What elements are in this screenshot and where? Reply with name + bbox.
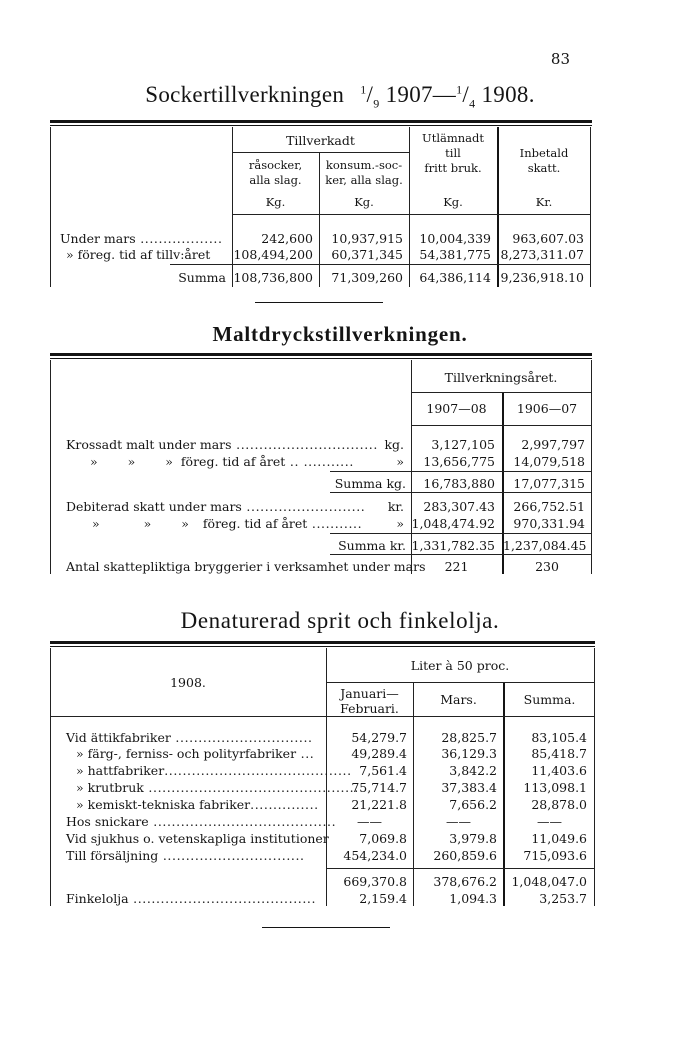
spirit-row-2-c: 85,418.7 bbox=[531, 746, 587, 761]
sugar-col-cons bbox=[319, 158, 409, 188]
malt-col-group: Tillverkningsåret. bbox=[444, 370, 558, 385]
sugar-vline bbox=[590, 127, 591, 287]
leader-dots: ............................... bbox=[158, 848, 305, 863]
malt-col-a: 1907—08 bbox=[426, 401, 487, 416]
spirit-row-label bbox=[76, 763, 352, 778]
sugar-row-2-raw: 108,494,200 bbox=[233, 247, 313, 262]
sugar-row-1-tax: 963,607.03 bbox=[512, 231, 584, 246]
leader-dots: .......................... bbox=[241, 499, 366, 514]
malt-sum-kg-b: 17,077,315 bbox=[513, 476, 585, 491]
sugar-period-2-num: 1 bbox=[456, 82, 463, 97]
spirit-row-7-a: 7,069.8 bbox=[359, 831, 407, 846]
sugar-title-text: Sockertillverkningen bbox=[145, 82, 345, 107]
malt-vline bbox=[50, 360, 51, 574]
ditto-mark: » bbox=[396, 516, 404, 531]
malt-row-5-label: Antal skattepliktiga bryggerier i verksamhet under mars bbox=[66, 559, 426, 574]
malt-row-1-a: 3,127,105 bbox=[431, 437, 495, 452]
sugar-col-issued bbox=[409, 131, 497, 176]
sugar-col-group: Tillverkadt bbox=[286, 133, 355, 148]
spirit-row-7-c: 11,049.6 bbox=[531, 831, 587, 846]
sugar-col-raw-1: råsocker, bbox=[248, 158, 303, 172]
spirit-row-4-label: krutbruk bbox=[87, 780, 144, 795]
malt-vline bbox=[591, 360, 592, 574]
spirit-row-1-label: Vid ättikfabriker bbox=[66, 730, 171, 745]
malt-row-3 bbox=[66, 499, 406, 514]
malt-sum-kg-a: 16,783,880 bbox=[423, 476, 495, 491]
malt-row-3-a: 283,307.43 bbox=[423, 499, 495, 514]
sugar-period-2-den: 4 bbox=[469, 96, 476, 111]
spirit-row-label bbox=[66, 730, 313, 745]
spirit-title: Denaturerad sprit och finkelolja. bbox=[180, 608, 500, 633]
spirit-row-5-c: 28,878.0 bbox=[531, 797, 587, 812]
ditto-mark: » bbox=[165, 454, 173, 469]
spirit-col-c: Summa. bbox=[523, 692, 576, 707]
leader-dots: .............................................. bbox=[143, 780, 359, 795]
malt-row-1-b: 2,997,797 bbox=[521, 437, 585, 452]
spirit-total-b: 378,676.2 bbox=[433, 874, 497, 889]
ditto-mark: » bbox=[181, 516, 189, 531]
sugar-col-raw-2: alla slag. bbox=[249, 173, 302, 187]
spirit-finkel-c: 3,253.7 bbox=[539, 891, 587, 906]
ditto-mark: » bbox=[76, 797, 88, 812]
spirit-row-6-label: Hos snickare bbox=[66, 814, 149, 829]
page-number: 83 bbox=[550, 50, 570, 68]
sugar-col-tax-2: skatt. bbox=[527, 161, 561, 175]
malt-row-1 bbox=[66, 437, 406, 452]
sugar-top-rule bbox=[50, 120, 592, 123]
spirit-row-5-a: 21,221.8 bbox=[351, 797, 407, 812]
sugar-period-1-num: 1 bbox=[360, 82, 367, 97]
section-divider bbox=[262, 927, 390, 928]
malt-row-2 bbox=[90, 454, 406, 469]
sugar-row-2-label: föreg. tid af tillv:året bbox=[77, 247, 211, 262]
ditto-mark: » bbox=[127, 454, 136, 469]
spirit-row-8-c: 715,093.6 bbox=[523, 848, 587, 863]
spirit-row-label bbox=[66, 814, 336, 829]
sugar-total-issued: 64,386,114 bbox=[419, 270, 491, 285]
sugar-total-tax: 9,236,918.10 bbox=[500, 270, 584, 285]
spirit-vline bbox=[594, 648, 595, 906]
spirit-finkel-row bbox=[66, 891, 316, 906]
malt-row-4-a: 1,048,474.92 bbox=[411, 516, 495, 531]
malt-sum-kr-b: 1,237,084.45 bbox=[503, 538, 587, 553]
sugar-unit-issued: Kg. bbox=[443, 195, 463, 209]
spirit-row-label bbox=[76, 780, 359, 795]
leader-dots: ......................................... bbox=[164, 763, 352, 778]
malt-title: Maltdryckstillverkningen. bbox=[212, 322, 468, 346]
malt-sum-rule bbox=[330, 554, 591, 555]
sugar-title: Sockertillverkningen $^1/_9$ $1907—^1/_4$ 1908. bbox=[145, 82, 535, 111]
spirit-col-b: Mars. bbox=[440, 692, 477, 707]
spirit-row-2-a: 49,289.4 bbox=[351, 746, 407, 761]
spirit-row-3-c: 11,403.6 bbox=[531, 763, 587, 778]
spirit-row-label bbox=[76, 797, 319, 812]
sugar-row-1-raw: 242,600 bbox=[261, 231, 313, 246]
ditto-mark: » bbox=[396, 454, 404, 469]
spirit-col-group: Liter à 50 proc. bbox=[410, 658, 510, 673]
spirit-header-rule bbox=[326, 682, 594, 683]
spirit-row-3-a: 7,561.4 bbox=[359, 763, 407, 778]
spirit-row-6-c: —— bbox=[537, 814, 562, 829]
malt-sum-kr-a: 1,331,782.35 bbox=[411, 538, 495, 553]
ditto-mark: » bbox=[143, 516, 152, 531]
sugar-unit-cons: Kg. bbox=[354, 195, 374, 209]
spirit-row-1-c: 83,105.4 bbox=[531, 730, 587, 745]
spirit-header-rule bbox=[50, 716, 594, 717]
spirit-row-label bbox=[66, 848, 305, 863]
spirit-row-3-b: 3,842.2 bbox=[449, 763, 497, 778]
malt-row-4 bbox=[92, 516, 406, 531]
sugar-total-rule bbox=[170, 264, 232, 265]
spirit-row-8-label: Till försäljning bbox=[66, 848, 159, 863]
sugar-total-raw: 108,736,800 bbox=[233, 270, 313, 285]
sugar-row-2-cons: 60,371,345 bbox=[331, 247, 403, 262]
sugar-vline bbox=[50, 127, 51, 287]
ditto-mark: » bbox=[76, 763, 88, 778]
spirit-top-rule bbox=[50, 641, 595, 644]
ditto-mark: » bbox=[92, 516, 100, 531]
malt-sum-rule bbox=[330, 492, 591, 493]
spirit-row-6-a: —— bbox=[357, 814, 382, 829]
ditto-mark: » bbox=[76, 746, 88, 761]
spirit-year: 1908. bbox=[170, 675, 206, 690]
spirit-row-8-a: 454,234.0 bbox=[343, 848, 407, 863]
leader-dots: ........................................ bbox=[128, 891, 317, 906]
sugar-col-cons-2: ker, alla slag. bbox=[325, 173, 403, 187]
malt-row-4-b: 970,331.94 bbox=[513, 516, 585, 531]
sugar-header-rule bbox=[232, 214, 590, 215]
spirit-row-5-b: 7,656.2 bbox=[449, 797, 497, 812]
spirit-row-8-b: 260,859.6 bbox=[433, 848, 497, 863]
spirit-row-label bbox=[76, 746, 314, 761]
ditto-mark: » bbox=[90, 454, 98, 469]
sugar-header-rule bbox=[232, 152, 409, 153]
sugar-col-tax-1: Inbetald bbox=[519, 146, 569, 160]
leader-dots: ........................................ bbox=[148, 814, 337, 829]
spirit-row-2-b: 36,129.3 bbox=[441, 746, 497, 761]
spirit-total-a: 669,370.8 bbox=[343, 874, 407, 889]
sugar-total-cons: 71,309,260 bbox=[331, 270, 403, 285]
spirit-row-4-b: 37,383.4 bbox=[441, 780, 497, 795]
spirit-top-rule-thin bbox=[50, 646, 595, 647]
malt-top-rule bbox=[50, 353, 592, 356]
leader-dots: ........... bbox=[307, 516, 363, 531]
leader-dots: .............................. bbox=[170, 730, 313, 745]
sugar-row-1-label: Under mars bbox=[60, 231, 136, 246]
spirit-total-rule bbox=[326, 868, 594, 869]
malt-row-3-unit: kr. bbox=[387, 499, 404, 514]
section-divider bbox=[255, 302, 383, 303]
malt-top-rule-thin bbox=[50, 358, 592, 359]
leader-dots: .................. bbox=[135, 231, 223, 246]
sugar-row-1-cons: 10,937,915 bbox=[331, 231, 403, 246]
sugar-unit-raw: Kg. bbox=[265, 195, 286, 209]
sugar-total-label: Summa bbox=[178, 270, 226, 285]
malt-row-1-unit: kg. bbox=[384, 437, 404, 452]
malt-row-2-a: 13,656,775 bbox=[423, 454, 495, 469]
spirit-finkel-label: Finkelolja bbox=[66, 891, 129, 906]
sugar-col-tax bbox=[498, 146, 590, 176]
spirit-row-5-label: kemiskt-tekniska fabriker bbox=[87, 797, 251, 812]
spirit-col-a-1: Januari— bbox=[340, 686, 399, 701]
sugar-period-2-year: 1908. bbox=[481, 82, 535, 107]
malt-row-3-b: 266,752.51 bbox=[513, 499, 585, 514]
spirit-row-4-c: 113,098.1 bbox=[523, 780, 587, 795]
malt-row-5-b: 230 bbox=[535, 559, 559, 574]
sugar-period-dash: — bbox=[432, 82, 457, 107]
spirit-row-1-b: 28,825.7 bbox=[441, 730, 497, 745]
ditto-mark: » bbox=[76, 780, 88, 795]
sugar-total-rule bbox=[232, 264, 590, 265]
spirit-row-7-b: 3,979.8 bbox=[449, 831, 497, 846]
leader-dots: ............................... bbox=[231, 437, 378, 452]
malt-header-rule bbox=[411, 392, 591, 393]
sugar-col-issued-1: Utlämnadt bbox=[422, 131, 484, 145]
spirit-row-7-label: Vid sjukhus o. vetenskapliga institutioner bbox=[66, 831, 329, 846]
spirit-row-1-a: 54,279.7 bbox=[351, 730, 407, 745]
sugar-row-1-issued: 10,004,339 bbox=[419, 231, 491, 246]
spirit-col-a bbox=[326, 686, 413, 716]
spirit-row-6-b: —— bbox=[446, 814, 471, 829]
sugar-col-issued-2: till bbox=[445, 146, 461, 160]
spirit-row-label bbox=[66, 831, 329, 846]
ditto-mark: » bbox=[66, 247, 78, 262]
spirit-finkel-b: 1,094.3 bbox=[449, 891, 497, 906]
sugar-row-label bbox=[66, 247, 210, 262]
sugar-col-raw bbox=[232, 158, 319, 188]
malt-row-5-a: 221 bbox=[444, 559, 469, 574]
malt-row-4-label: föreg. tid af året bbox=[202, 516, 308, 531]
sugar-row-2-issued: 54,381,775 bbox=[419, 247, 491, 262]
leader-dots: .. ........... bbox=[285, 454, 354, 469]
sugar-period-1-year: 1907 bbox=[385, 82, 433, 107]
sugar-col-issued-3: fritt bruk. bbox=[424, 161, 482, 175]
spirit-col-a-2: Februari. bbox=[340, 701, 399, 716]
malt-header-rule bbox=[411, 425, 591, 426]
malt-row-3-label: Debiterad skatt under mars bbox=[66, 499, 242, 514]
leader-dots: ............... bbox=[250, 797, 319, 812]
sugar-top-rule-thin bbox=[50, 125, 592, 126]
spirit-row-2-label: färg-, ferniss- och polityrfabriker bbox=[87, 746, 297, 761]
malt-col-b: 1906—07 bbox=[516, 401, 578, 416]
sugar-unit-tax: Kr. bbox=[535, 195, 553, 209]
malt-row-2-label: föreg. tid af året bbox=[180, 454, 286, 469]
spirit-row-3-label: hattfabriker bbox=[87, 763, 165, 778]
malt-sum-kg-label: Summa kg. bbox=[334, 476, 406, 491]
malt-sum-rule bbox=[330, 533, 591, 534]
sugar-period-1-den: 9 bbox=[373, 96, 380, 111]
sugar-row-label bbox=[60, 231, 223, 246]
spirit-finkel-a: 2,159.4 bbox=[359, 891, 407, 906]
malt-sum-rule bbox=[330, 471, 591, 472]
spirit-total-c: 1,048,047.0 bbox=[511, 874, 587, 889]
sugar-col-cons-1: konsum.-soc- bbox=[325, 158, 403, 172]
malt-sum-kr-label: Summa kr. bbox=[338, 538, 406, 553]
malt-row-1-label: Krossadt malt under mars bbox=[66, 437, 232, 452]
leader-dots: ... bbox=[296, 746, 315, 761]
spirit-row-4-a: 75,714.7 bbox=[351, 780, 407, 795]
malt-row-2-b: 14,079,518 bbox=[513, 454, 585, 469]
sugar-row-2-tax: 8,273,311.07 bbox=[500, 247, 584, 262]
